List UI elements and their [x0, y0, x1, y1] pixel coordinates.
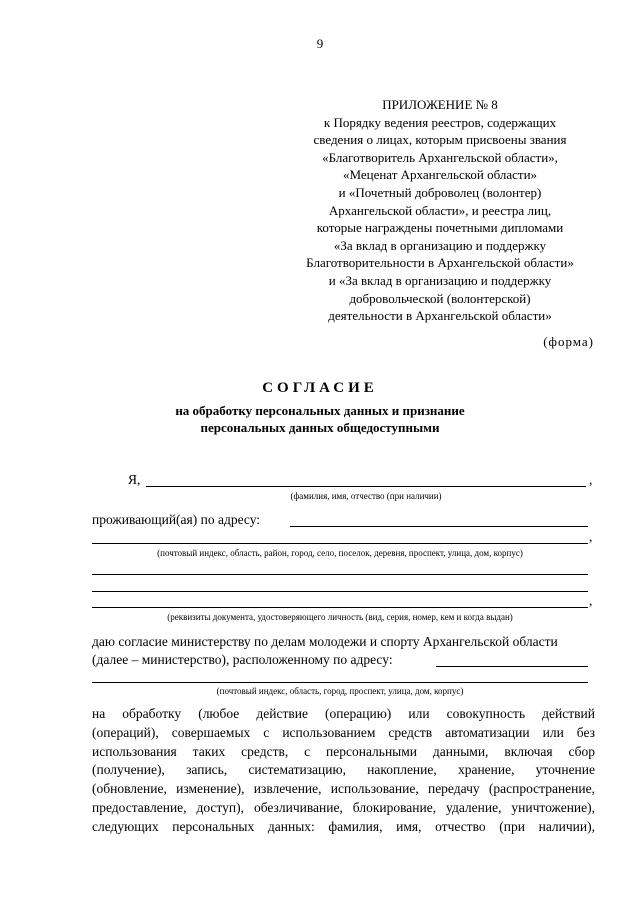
subtitle-line: персональных данных общедоступными: [200, 420, 440, 435]
address-field-1[interactable]: [290, 526, 588, 527]
page-number: 9: [316, 36, 324, 51]
ministry-address-hint: (почтовый индекс, область, город, проспект, улица, дом, корпус): [216, 686, 464, 696]
appendix-line: ПРИЛОЖЕНИЕ № 8: [382, 97, 498, 112]
form-label: (форма): [543, 334, 594, 349]
body-line: (операций), совершаемых с использованием средств автоматизации или без: [92, 724, 595, 740]
address-hint: (почтовый индекс, область, район, город, село, поселок, деревня, проспект, улица, дом, корпус): [157, 548, 523, 558]
appendix-line: «За вклад в организацию и поддержку: [333, 237, 547, 253]
body-line: (получение), запись, систематизацию, накопление, хранение, уточнение: [92, 762, 595, 778]
body-line: на обработку (любое действие (операцию) или совокупность действий: [92, 706, 595, 721]
document-hint: (реквизиты документа, удостоверяющего личность (вид, серия, номер, кем и когда выдан): [167, 612, 513, 622]
consent-line: (далее – министерство), расположенному по адресу:: [92, 652, 393, 667]
appendix-line: и «За вклад в организацию и поддержку: [328, 272, 552, 288]
body-line: предоставление, доступ), обезличивание, блокирование, удаление, уничтожение),: [92, 799, 595, 815]
document-field-2[interactable]: [92, 591, 588, 592]
body-line: (обновление, изменение), извлечение, использование, передачу (распространение,: [92, 781, 595, 797]
i-label: Я,: [128, 472, 141, 487]
comma: ,: [589, 472, 593, 487]
appendix-line: и «Почетный доброволец (волонтер): [338, 184, 542, 200]
residing-label: проживающий(ая) по адресу:: [92, 512, 261, 527]
appendix-line: которые награждены почетными дипломами: [316, 220, 564, 236]
body-line: следующих персональных данных: фамилия, имя, отчество (при наличии),: [92, 818, 595, 834]
body-line: использования таких средств, с персональными данными, включая сбор: [92, 743, 595, 759]
address-field-2[interactable]: [92, 543, 588, 544]
appendix-line: Благотворительности в Архангельской области»: [306, 255, 574, 271]
appendix-line: Архангельской области», и реестра лиц,: [328, 202, 552, 218]
comma: ,: [589, 529, 593, 544]
document-subtitle: [0, 402, 640, 436]
subtitle-line: на обработку персональных данных и признание: [175, 403, 465, 418]
consent-line: даю согласие министерству по делам молодежи и спорту Архангельской области: [92, 634, 558, 649]
appendix-header: [270, 96, 610, 325]
document-field-3[interactable]: [92, 607, 588, 608]
comma: ,: [589, 593, 593, 608]
appendix-line: «Меценат Архангельской области»: [342, 167, 538, 183]
document-title: СОГЛАСИЕ: [262, 380, 378, 396]
document-field-1[interactable]: [92, 574, 588, 575]
ministry-address-field-1[interactable]: [436, 666, 588, 667]
consent-body: [92, 705, 595, 837]
appendix-line: «Благотворитель Архангельской области»,: [322, 149, 558, 165]
fio-field[interactable]: [146, 486, 586, 487]
appendix-line: добровольческой (волонтерской): [349, 290, 531, 306]
ministry-address-field-2[interactable]: [92, 682, 588, 683]
appendix-line: к Порядку ведения реестров, содержащих: [323, 114, 557, 130]
appendix-line: деятельности в Архангельской области»: [328, 308, 552, 324]
appendix-line: сведения о лицах, которым присвоены звания: [313, 132, 567, 148]
fio-hint: (фамилия, имя, отчество (при наличии): [290, 491, 442, 501]
